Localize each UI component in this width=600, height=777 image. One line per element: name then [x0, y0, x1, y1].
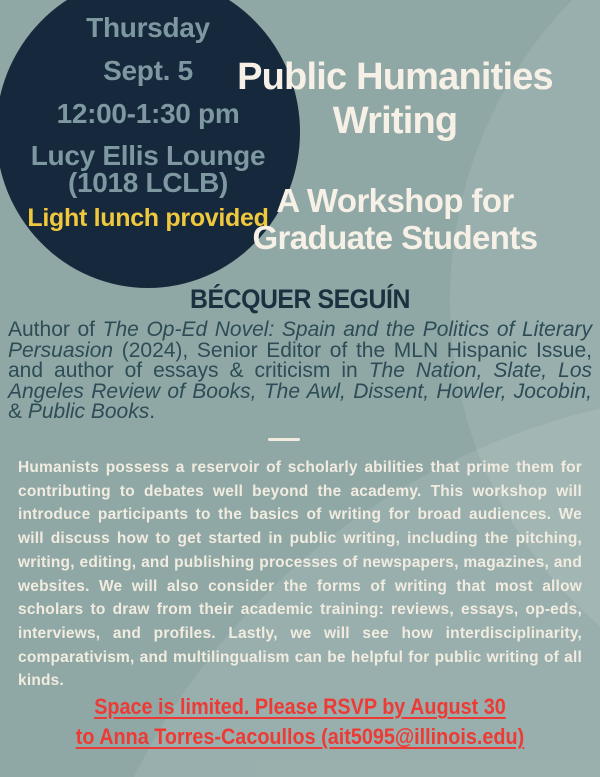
workshop-description: Humanists possess a reservoir of scholarly abilities that prime them for contributing to debates well beyond the academy. This workshop will introduce participants to the basics of writing for broad audiences. We will discuss how to get started in public writing, including the pitching, writing, editing, and publishing processes of newspapers, magazines, and websites. We will also consider the forms of writing that most allow scholars to draw from their academic training: reviews, essays, op-eds, interviews, and profiles. Lastly, we will see how interdisciplinarity, comparativism, and multilingualism can be helpful for public writing of all kinds.	[18, 459, 582, 690]
speaker-bio: Author of The Op-Ed Novel: Spain and the Politics of Literary Persuasion (2024), Senior Editor of the MLN Hispanic Issue, and author of essays & criticism in The Nation, Slate, Los Angeles Review of Books, The Awl, Dissent, Howler, Jocobin, & Public Books.	[8, 318, 593, 423]
subtitle-line-1: A Workshop for	[276, 182, 514, 219]
lunch-note: Light lunch provided	[27, 204, 269, 232]
event-time: 12:00-1:30 pm	[56, 98, 240, 129]
title-line-2: Writing	[332, 100, 458, 142]
speaker-name: BÉCQUER SEGUÍN	[190, 284, 410, 314]
section-divider	[268, 438, 300, 441]
rsvp-email-link[interactable]: to Anna Torres-Cacoullos (ait5095@illinois.edu)	[75, 724, 525, 749]
page-title	[195, 55, 595, 143]
event-location-room: (1018 LCLB)	[67, 167, 229, 198]
subtitle-line-2: Graduate Students	[252, 219, 538, 256]
rsvp-notice	[0, 692, 600, 752]
event-date: Sept. 5	[103, 55, 193, 86]
page-subtitle	[195, 182, 595, 256]
title-line-1: Public Humanities	[237, 56, 553, 98]
event-day: Thursday	[86, 12, 210, 43]
event-location-name: Lucy Ellis Lounge	[30, 140, 266, 171]
rsvp-line-1: Space is limited. Please RSVP by August 30	[94, 694, 506, 719]
